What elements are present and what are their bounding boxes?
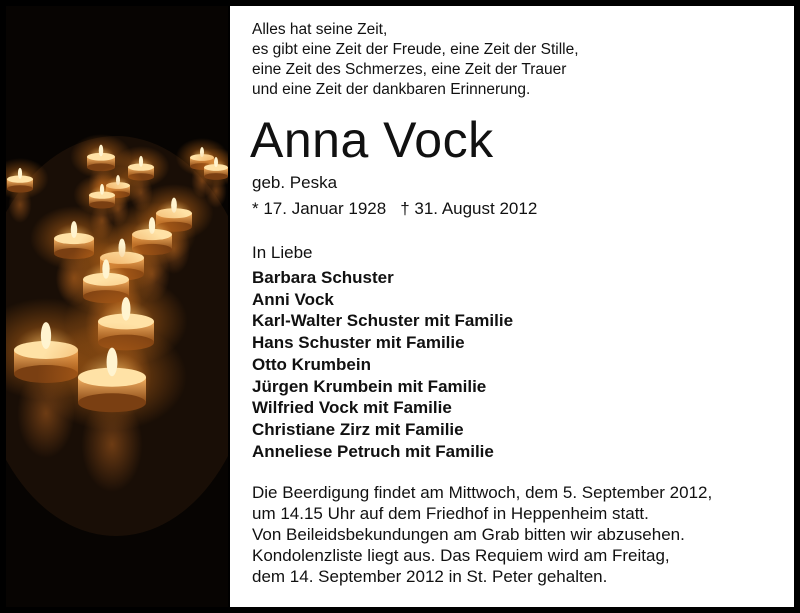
poem-line: eine Zeit des Schmerzes, eine Zeit der Trauer — [252, 61, 567, 78]
death-date: † 31. August 2012 — [400, 199, 538, 218]
mourner-name: Wilfried Vock mit Familie — [252, 398, 452, 418]
mourner-name: Otto Krumbein — [252, 354, 371, 374]
text-panel — [230, 6, 794, 607]
candles-illustration — [6, 6, 228, 607]
deceased-name: Anna Vock — [250, 112, 494, 168]
funeral-line: Von Beileidsbekundungen am Grab bitten wir abzusehen. — [252, 525, 685, 544]
poem-line: Alles hat seine Zeit, — [252, 21, 388, 38]
poem-line: es gibt eine Zeit der Freude, eine Zeit der Stille, — [252, 41, 579, 58]
mourner-name: Anni Vock — [252, 289, 334, 309]
life-dates — [252, 198, 537, 220]
funeral-line: um 14.15 Uhr auf dem Friedhof in Heppenheim statt. — [252, 504, 649, 523]
funeral-line: Die Beerdigung findet am Mittwoch, dem 5. September 2012, — [252, 483, 713, 502]
funeral-line: Kondolenzliste liegt aus. Das Requiem wird am Freitag, — [252, 546, 670, 565]
mourner-name: Jürgen Krumbein mit Familie — [252, 376, 487, 396]
candles-photo — [6, 6, 228, 607]
birth-name: geb. Peska — [252, 173, 338, 192]
mourner-name: Hans Schuster mit Familie — [252, 333, 465, 353]
mourners-list — [252, 267, 513, 462]
mourner-name: Barbara Schuster — [252, 268, 394, 287]
poem-line: und eine Zeit der dankbaren Erinnerung. — [252, 81, 531, 98]
mourners-intro: In Liebe — [252, 243, 313, 262]
funeral-line: dem 14. September 2012 in St. Peter gehalten. — [252, 567, 608, 586]
poem — [252, 20, 579, 100]
funeral-info — [252, 482, 712, 587]
mourner-name: Anneliese Petruch mit Familie — [252, 441, 494, 461]
mourner-name: Karl-Walter Schuster mit Familie — [252, 311, 514, 331]
mourner-name: Christiane Zirz mit Familie — [252, 419, 464, 439]
birth-date: * 17. Januar 1928 — [252, 199, 387, 218]
